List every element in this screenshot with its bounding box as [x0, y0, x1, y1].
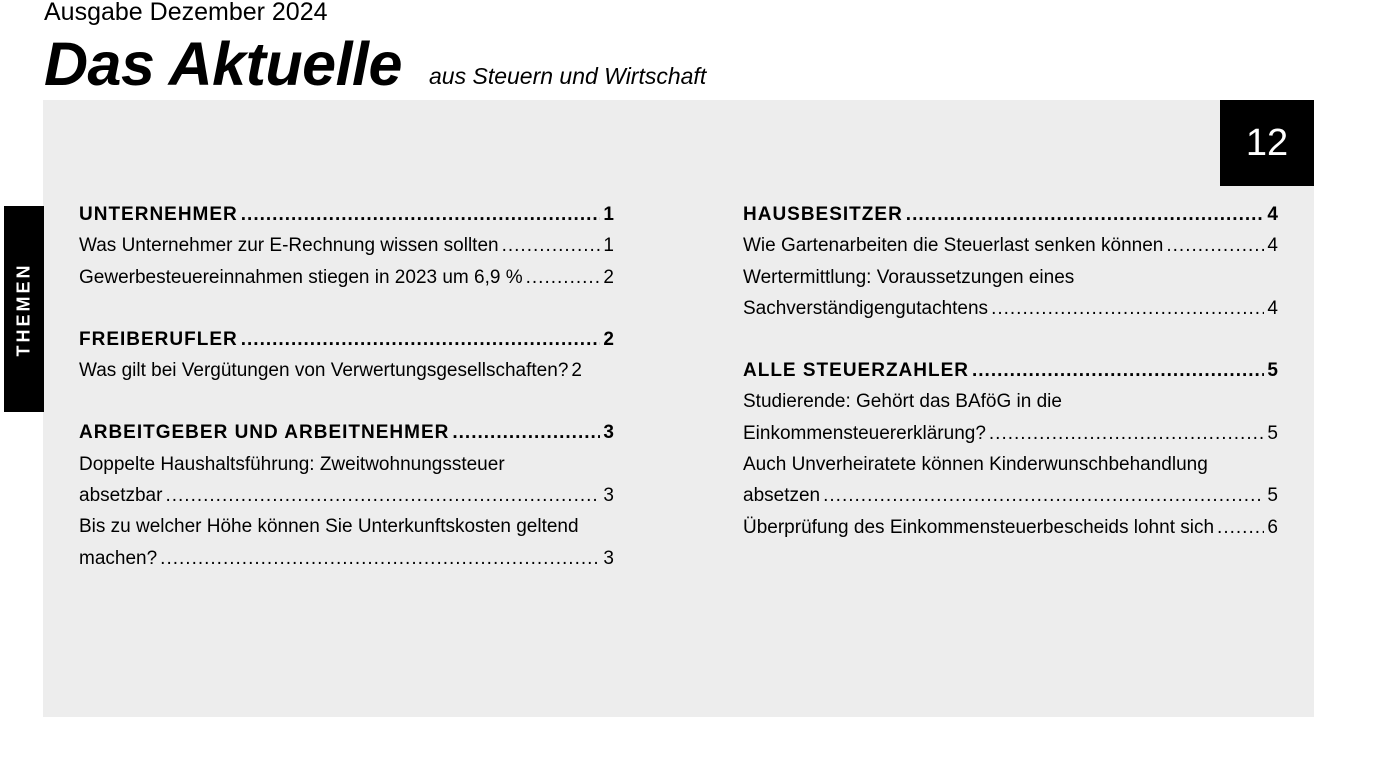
dot-leader [823, 480, 1264, 511]
toc-entry-text: machen? [79, 547, 158, 569]
page-title: Das Aktuelle [44, 30, 402, 98]
toc-entry-text: Was Unternehmer zur E-Rechnung wissen sollten [79, 235, 499, 257]
toc-page-number: 2 [571, 360, 582, 382]
toc-heading[interactable] [79, 324, 614, 355]
toc-page-number: 3 [603, 547, 614, 569]
themen-side-tab [4, 206, 44, 412]
dot-leader [241, 199, 601, 230]
toc-page-number: 6 [1267, 516, 1278, 538]
toc-entry-text: Wertermittlung: Voraussetzungen eines [743, 266, 1075, 288]
toc-entry[interactable] [743, 262, 1278, 325]
toc-page-number: 5 [1267, 422, 1278, 444]
toc-heading-text: FREIBERUFLER [79, 328, 238, 350]
toc-page-number: 1 [603, 204, 614, 225]
dot-leader [906, 199, 1265, 230]
dot-leader [1217, 512, 1264, 543]
dot-leader [502, 230, 601, 261]
toc-section-alle-steuerzahler [743, 355, 1278, 543]
toc-page-number: 5 [1267, 485, 1278, 507]
dot-leader [972, 355, 1264, 386]
dot-leader [1166, 230, 1264, 261]
toc-entry-text: absetzen [743, 485, 821, 507]
toc-heading-text: ALLE STEUERZAHLER [743, 360, 969, 382]
toc-entry-text: Gewerbesteuereinnahmen stiegen in 2023 um 6,9 % [79, 266, 523, 288]
toc-section-freiberufler [79, 324, 614, 387]
toc-entry[interactable] [79, 355, 614, 386]
toc-entry[interactable] [743, 230, 1278, 261]
toc-page-number: 4 [1267, 297, 1278, 319]
toc-entry-text: absetzbar [79, 485, 163, 507]
toc-page-number: 3 [603, 485, 614, 507]
toc-entry-text: Einkommensteuererklärung? [743, 422, 986, 444]
toc-entry-text: Überprüfung des Einkommensteuerbescheids lohnt sich [743, 516, 1215, 538]
toc-entry-text: Bis zu welcher Höhe können Sie Unterkunftskosten geltend [79, 516, 579, 538]
toc-entry-text: Sachverständigengutachtens [743, 297, 989, 319]
toc-heading[interactable] [743, 199, 1278, 230]
toc-page-number: 2 [603, 266, 614, 288]
toc-page-number: 5 [1267, 360, 1278, 382]
toc-entry-text: Was gilt bei Vergütungen von Verwertungsgesellschaften? [79, 360, 569, 382]
toc-column-right [743, 199, 1278, 574]
toc-page-number: 4 [1267, 235, 1278, 257]
dot-leader [452, 417, 600, 448]
toc-entry[interactable] [79, 230, 614, 261]
toc-entry[interactable] [743, 512, 1278, 543]
toc-entry-text: Auch Unverheiratete können Kinderwunschbehandlung [743, 454, 1208, 476]
side-tab-label: THEMEN [13, 262, 34, 356]
dot-leader [989, 418, 1265, 449]
dot-leader [160, 543, 600, 574]
toc-entry[interactable] [79, 449, 614, 512]
toc-section-arbeitgeber [79, 417, 614, 573]
toc-heading-text: HAUSBESITZER [743, 204, 903, 225]
dot-leader [241, 324, 601, 355]
toc-entry[interactable] [743, 449, 1278, 512]
toc-heading[interactable] [743, 355, 1278, 386]
dot-leader [991, 293, 1264, 324]
toc-entry[interactable] [743, 386, 1278, 449]
toc-entry[interactable] [79, 262, 614, 293]
toc-entry-text: Studierende: Gehört das BAföG in die [743, 391, 1062, 413]
issue-number: 12 [1245, 121, 1289, 164]
toc-column-left [79, 199, 614, 605]
toc-page-number: 3 [603, 422, 614, 444]
toc-page-number: 2 [603, 328, 614, 350]
toc-heading[interactable] [79, 417, 614, 448]
toc-heading-text: UNTERNEHMER [79, 204, 238, 225]
toc-heading[interactable] [79, 199, 614, 230]
edition-label: Ausgabe Dezember 2024 [44, 0, 328, 26]
dot-leader [526, 262, 601, 293]
toc-entry-text: Doppelte Haushaltsführung: Zweitwohnungssteuer [79, 453, 505, 475]
toc-section-unternehmer [79, 199, 614, 293]
toc-entry-text: Wie Gartenarbeiten die Steuerlast senken können [743, 235, 1164, 257]
toc-heading-text: ARBEITGEBER UND ARBEITNEHMER [79, 422, 450, 444]
toc-section-hausbesitzer [743, 199, 1278, 324]
issue-number-badge [1220, 100, 1314, 186]
page-subtitle: aus Steuern und Wirtschaft [429, 63, 707, 89]
toc-page-number: 4 [1267, 204, 1278, 225]
toc-page-number: 1 [603, 235, 614, 257]
dot-leader [165, 480, 600, 511]
toc-entry[interactable] [79, 511, 614, 574]
